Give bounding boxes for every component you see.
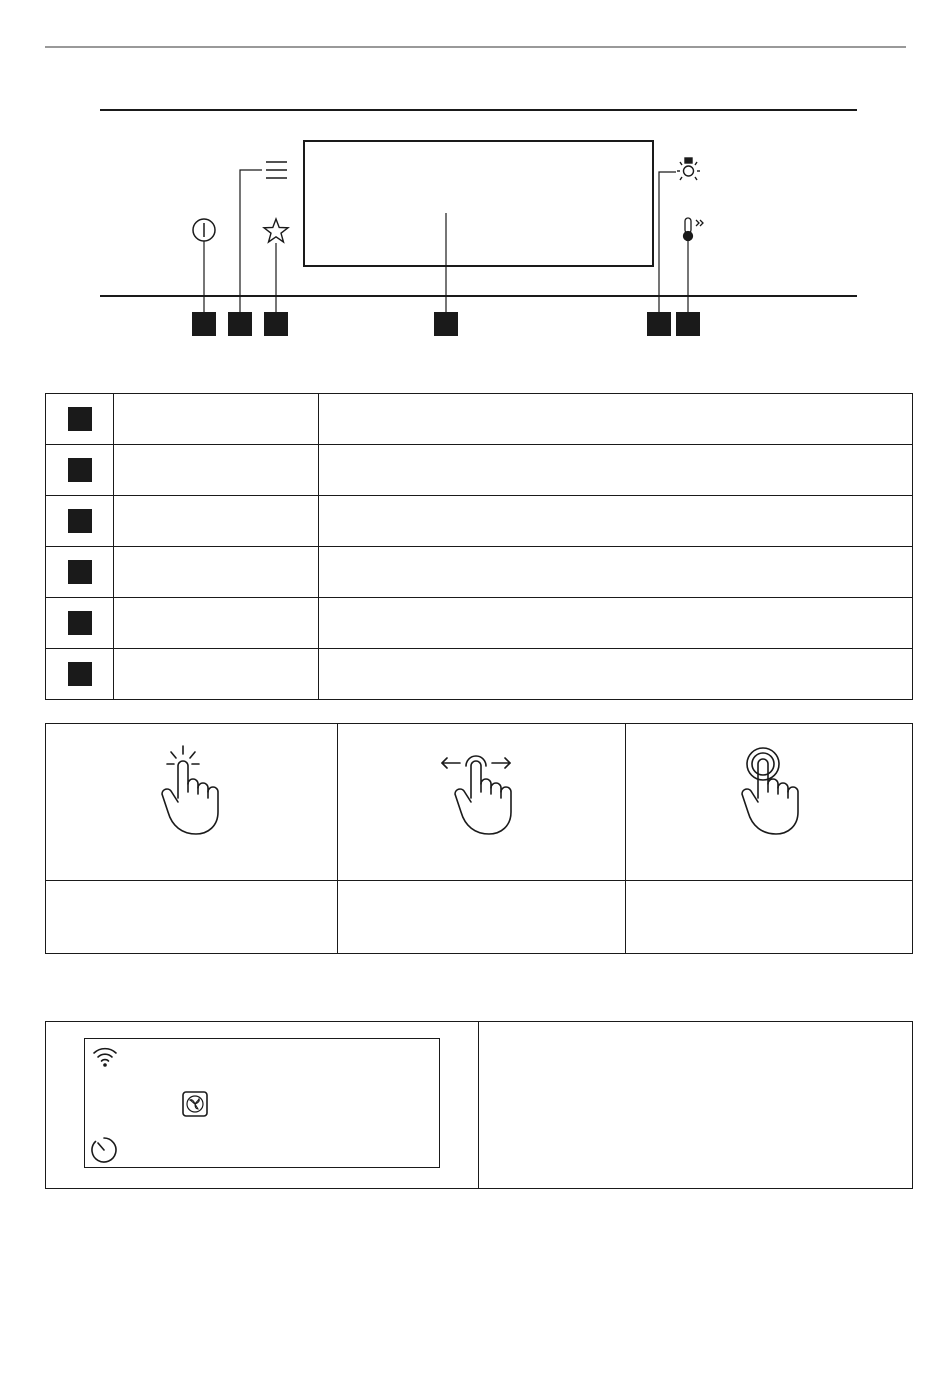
legend-description bbox=[319, 445, 913, 496]
column-divider bbox=[625, 724, 626, 953]
control-legend-table bbox=[45, 393, 913, 700]
column-divider bbox=[337, 724, 338, 953]
lamp-icon bbox=[677, 158, 700, 180]
legend-marker bbox=[68, 407, 92, 431]
leader-line-menu bbox=[240, 170, 262, 312]
gestures-table bbox=[45, 723, 913, 954]
legend-description bbox=[319, 547, 913, 598]
callout-marker-2 bbox=[228, 312, 252, 336]
callout-marker-1 bbox=[192, 312, 216, 336]
legend-name bbox=[114, 496, 319, 547]
legend-marker bbox=[68, 458, 92, 482]
legend-marker bbox=[68, 662, 92, 686]
tap-gesture-icon bbox=[151, 744, 231, 836]
fan-heating-icon bbox=[181, 1090, 209, 1118]
timer-icon bbox=[90, 1136, 118, 1164]
legend-description bbox=[319, 394, 913, 445]
leader-line-lamp bbox=[659, 172, 676, 312]
table-row bbox=[46, 649, 913, 700]
legend-marker bbox=[68, 509, 92, 533]
callout-marker-3 bbox=[264, 312, 288, 336]
wifi-icon bbox=[92, 1044, 118, 1068]
callout-marker-5 bbox=[647, 312, 671, 336]
legend-marker bbox=[68, 560, 92, 584]
power-icon bbox=[193, 219, 215, 241]
table-row bbox=[46, 547, 913, 598]
callout-marker-4 bbox=[434, 312, 458, 336]
legend-description bbox=[319, 598, 913, 649]
control-panel-diagram bbox=[0, 0, 950, 360]
legend-name bbox=[114, 445, 319, 496]
press-hold-gesture-icon bbox=[726, 744, 816, 836]
star-icon bbox=[264, 219, 288, 242]
table-row bbox=[46, 598, 913, 649]
legend-description bbox=[319, 496, 913, 547]
legend-marker bbox=[68, 611, 92, 635]
menu-icon bbox=[266, 162, 287, 178]
table-row bbox=[46, 394, 913, 445]
table-row bbox=[46, 496, 913, 547]
display-example-table bbox=[45, 1021, 913, 1189]
legend-name bbox=[114, 394, 319, 445]
thermometer-fast-icon bbox=[684, 218, 704, 241]
callout-marker-6 bbox=[676, 312, 700, 336]
column-divider bbox=[478, 1022, 479, 1188]
display-screen bbox=[304, 141, 653, 266]
legend-name bbox=[114, 547, 319, 598]
legend-name bbox=[114, 649, 319, 700]
table-row bbox=[46, 445, 913, 496]
legend-description bbox=[319, 649, 913, 700]
row-divider bbox=[46, 880, 912, 881]
swipe-gesture-icon bbox=[436, 748, 536, 836]
display-example-screen bbox=[84, 1038, 440, 1168]
legend-name bbox=[114, 598, 319, 649]
